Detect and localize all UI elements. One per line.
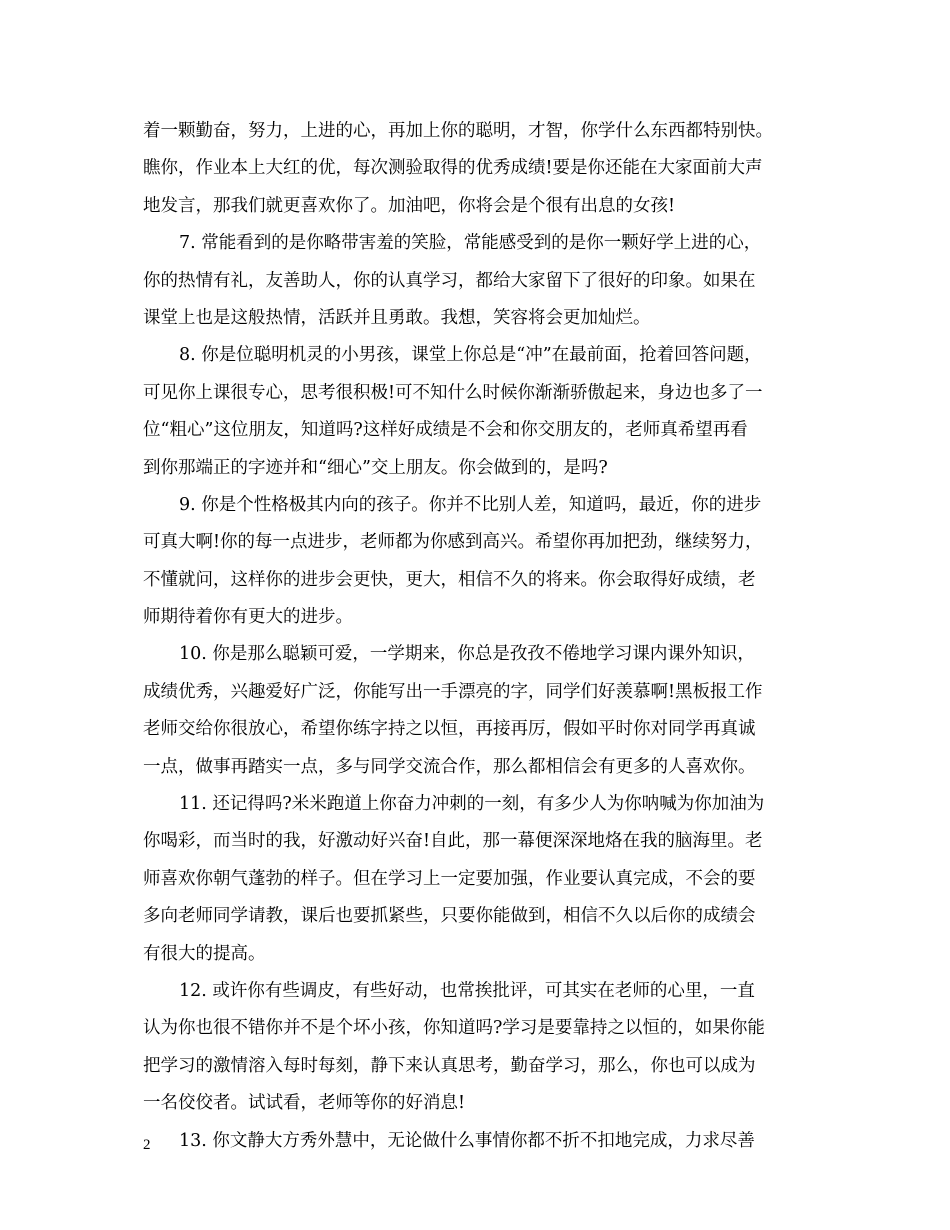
text-line: 到你那端正的字迹并和“细心”交上朋友。你会做到的，是吗? [143, 457, 608, 478]
text-line: 课堂上也是这般热情，活跃并且勇敢。我想，笑容将会更加灿烂。 [143, 307, 651, 328]
document-body [143, 113, 823, 1160]
paragraph [143, 113, 823, 225]
text-line: 不懂就问，这样你的进步会更快，更大，相信不久的将来。你会取得好成绩，老 [143, 569, 756, 590]
text-line: 10. 你是那么聪颖可爱，一学期来，你总是孜孜不倦地学习课内课外知识， [179, 644, 755, 665]
text-line: 可真大啊!你的每一点进步，老师都为你感到高兴。希望你再加把劲，继续努力， [143, 532, 763, 553]
paragraph [143, 973, 823, 1123]
text-line: 瞧你，作业本上大红的优，每次测验取得的优秀成绩!要是你还能在大家面前大声 [143, 158, 763, 179]
text-line: 一点，做事再踏实一点，多与同学交流合作，那么都相信会有更多的人喜欢你。 [143, 756, 756, 777]
text-line: 8. 你是位聪明机灵的小男孩，课堂上你总是“冲”在最前面，抢着回答问题， [179, 345, 762, 366]
page-number: 2 [143, 1137, 151, 1153]
text-line: 11. 还记得吗?米米跑道上你奋力冲刺的一刻，有多少人为你呐喊为你加油为 [179, 794, 765, 815]
text-line: 师期待着你有更大的进步。 [143, 607, 353, 628]
text-line: 你的热情有礼，友善助人，你的认真学习，都给大家留下了很好的印象。如果在 [143, 270, 756, 291]
paragraph [143, 487, 823, 637]
paragraph [143, 1123, 823, 1160]
text-line: 把学习的激情溶入每时每刻，静下来认真思考，勤奋学习，那么，你也可以成为 [143, 1055, 756, 1076]
text-line: 着一颗勤奋，努力，上进的心，再加上你的聪明，才智，你学什么东西都特别快。 [143, 121, 773, 141]
text-line: 13. 你文静大方秀外慧中，无论做什么事情你都不折不扣地完成，力求尽善 [179, 1130, 755, 1151]
paragraph [143, 786, 823, 973]
text-line: 有很大的提高。 [143, 943, 266, 964]
text-line: 位“粗心”这位朋友，知道吗?这样好成绩是不会和你交朋友的，老师真希望再看 [143, 420, 748, 441]
text-line: 可见你上课很专心，思考很积极!可不知什么时候你渐渐骄傲起来，身边也多了一 [143, 382, 763, 403]
text-line: 成绩优秀，兴趣爱好广泛，你能写出一手漂亮的字，同学们好羡慕啊!黑板报工作 [143, 681, 763, 702]
text-line: 你喝彩，而当时的我，好激动好兴奋!自此，那一幕便深深地烙在我的脑海里。老 [143, 831, 763, 852]
text-line: 多向老师同学请教，课后也要抓紧些，只要你能做到，相信不久以后你的成绩会 [143, 906, 756, 927]
paragraph [143, 337, 823, 487]
text-line: 老师交给你很放心，希望你练字持之以恒，再接再厉，假如平时你对同学再真诚 [143, 719, 756, 740]
text-line: 12. 或许你有些调皮，有些好动，也常挨批评，可其实在老师的心里，一直 [179, 980, 755, 1001]
text-line: 7. 常能看到的是你略带害羞的笑脸，常能感受到的是你一颗好学上进的心， [179, 233, 762, 254]
text-line: 地发言，那我们就更喜欢你了。加油吧，你将会是个很有出息的女孩! [143, 195, 676, 216]
text-line: 9. 你是个性格极其内向的孩子。你并不比别人差，知道吗，最近，你的进步 [179, 494, 762, 515]
text-line: 师喜欢你朝气蓬勃的样子。但在学习上一定要加强，作业要认真完成，不会的要 [143, 868, 756, 889]
paragraph [143, 636, 823, 786]
text-line: 认为你也很不错你并不是个坏小孩，你知道吗?学习是要靠持之以恒的，如果你能 [143, 1018, 765, 1039]
text-line: 一名佼佼者。试试看，老师等你的好消息! [143, 1093, 466, 1114]
paragraph [143, 225, 823, 337]
